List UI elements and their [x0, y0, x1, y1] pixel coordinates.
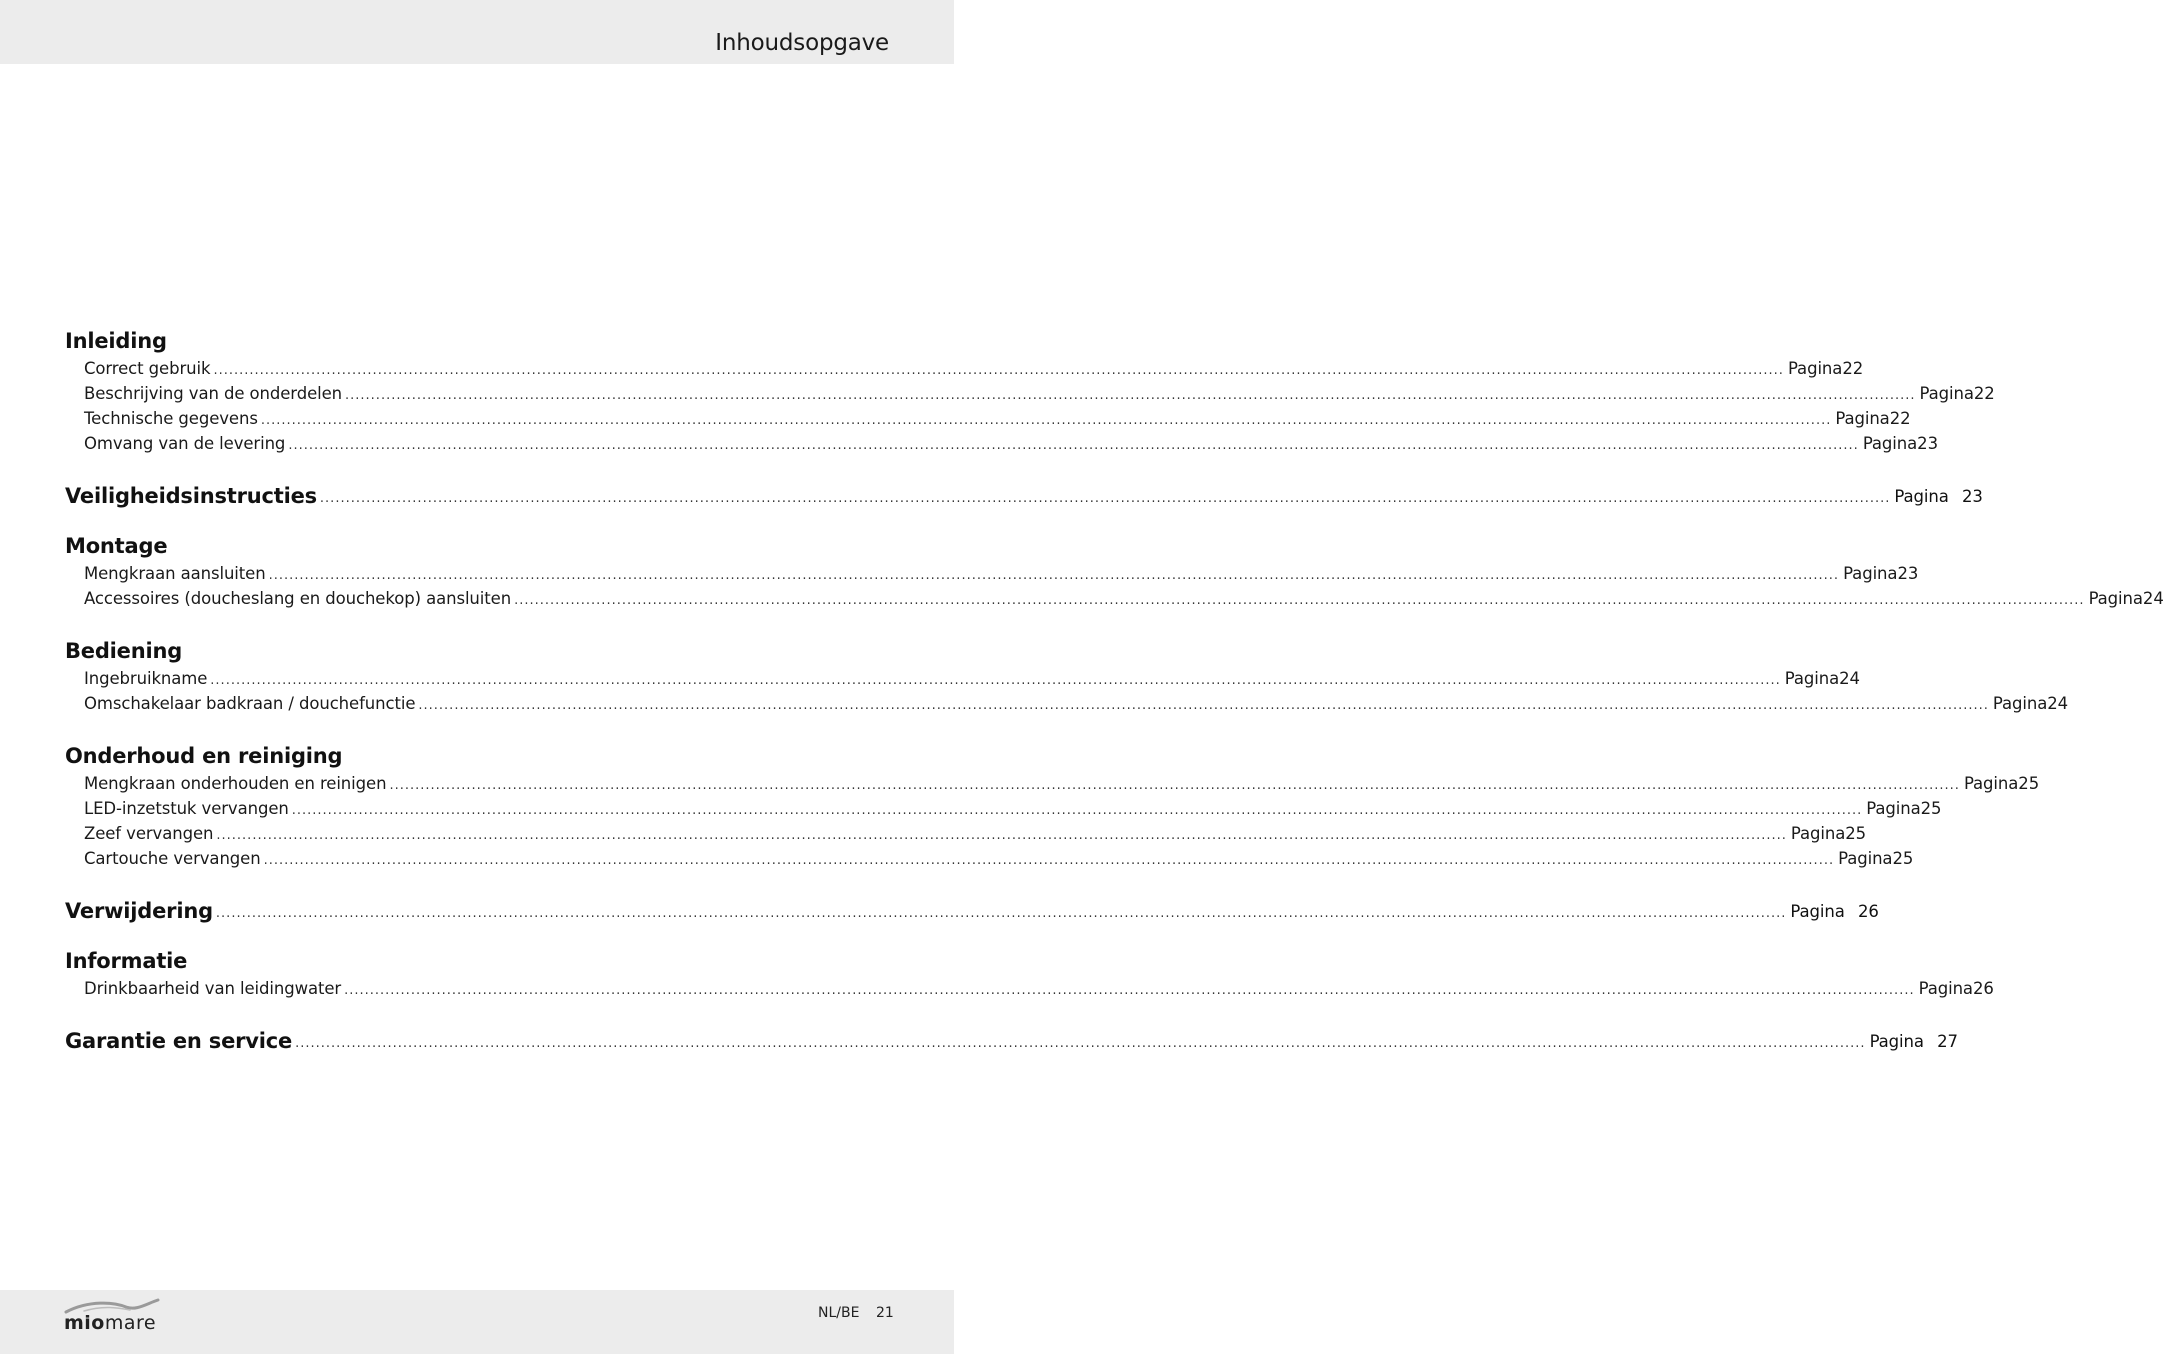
page-word: Pagina [1894, 487, 1949, 506]
toc-entry[interactable] [65, 381, 1995, 406]
footer-page-number: 21 [876, 1305, 894, 1321]
page-number: 22 [1842, 359, 1864, 378]
page-number: 23 [1917, 434, 1938, 453]
toc-entry[interactable] [65, 406, 1911, 431]
section-heading: Verwijdering [65, 899, 213, 923]
toc-entry[interactable] [65, 666, 1860, 691]
dot-leader [288, 433, 1859, 458]
dot-leader [269, 563, 1840, 588]
entry-label: Beschrijving van de onderdelen [84, 384, 343, 403]
page-word: Pagina [1992, 694, 2048, 713]
section-heading: Bediening [65, 639, 183, 663]
page-word: Pagina [2088, 589, 2143, 608]
page-number: 25 [2018, 774, 2040, 793]
page-number: 22 [1973, 384, 1995, 403]
page-number: 23 [1961, 487, 1983, 506]
toc-section-inleiding [65, 326, 1995, 456]
section-heading: Montage [65, 534, 168, 558]
section-heading: Garantie en service [65, 1029, 293, 1053]
page-number: 25 [1892, 849, 1914, 868]
entry-label: LED-inzetstuk vervangen [84, 799, 289, 818]
dot-leader [213, 358, 1784, 383]
toc-entry[interactable] [65, 846, 1914, 871]
entry-label: Omschakelaar badkraan / douchefunctie [84, 694, 416, 713]
page-word: Pagina [1790, 824, 1846, 843]
toc-entry[interactable] [65, 561, 1919, 586]
page-number: 26 [1857, 902, 1879, 921]
heading-page-ref [292, 1029, 1958, 1056]
section-heading-row [65, 1026, 1958, 1056]
page-word: Pagina [1963, 774, 2019, 793]
dot-leader [514, 588, 2085, 613]
heading-page-ref [317, 484, 1983, 511]
entry-label: Cartouche vervangen [84, 849, 261, 868]
logo-text [64, 1312, 156, 1334]
dot-leader [345, 383, 1916, 408]
entry-label: Ingebruikname [84, 669, 208, 688]
footer-language: NL/BE [818, 1305, 860, 1321]
dot-leader [210, 668, 1781, 693]
section-heading: Veiligheidsinstructies [65, 484, 317, 508]
page-number: 25 [1845, 824, 1867, 843]
dot-leader [320, 486, 1891, 511]
dot-leader [389, 773, 1960, 798]
logo-text-regular: mare [104, 1312, 157, 1334]
dot-leader [344, 978, 1915, 1003]
section-heading: Informatie [65, 949, 188, 973]
toc-entry[interactable] [65, 821, 1867, 846]
page-word: Pagina [1835, 409, 1890, 428]
section-heading-row [65, 481, 1983, 511]
entry-label: Correct gebruik [84, 359, 211, 378]
toc-entry[interactable] [65, 586, 2164, 611]
page-word: Pagina [1784, 669, 1840, 688]
dot-leader [216, 823, 1787, 848]
entry-label: Mengkraan onderhouden en reinigen [84, 774, 387, 793]
dot-leader [216, 901, 1787, 926]
toc-entry[interactable] [65, 356, 1864, 381]
section-heading: Inleiding [65, 329, 167, 353]
entry-label: Omvang van de levering [84, 434, 286, 453]
page-word: Pagina [1866, 799, 1921, 818]
toc-section-bediening [65, 636, 2069, 716]
page-word: Pagina [1869, 1032, 1924, 1051]
entry-label: Accessoires (doucheslang en douchekop) aansluiten [84, 589, 512, 608]
page-word: Pagina [1838, 849, 1893, 868]
toc-entry[interactable] [65, 691, 2069, 716]
page-word: Pagina [1787, 359, 1843, 378]
toc-section-informatie [65, 946, 1994, 1001]
toc-section-garantie[interactable] [65, 1026, 1958, 1056]
toc-entry[interactable] [65, 771, 2040, 796]
page-number: 24 [2142, 589, 2164, 608]
toc-entry[interactable] [65, 796, 1942, 821]
dot-leader [261, 408, 1832, 433]
page-word: Pagina [1918, 979, 1973, 998]
dot-leader [418, 693, 1989, 718]
toc-section-montage [65, 531, 2164, 611]
toc-section-verwijdering[interactable] [65, 896, 1879, 926]
page-number: 22 [1889, 409, 1911, 428]
page-number: 24 [2047, 694, 2069, 713]
entry-label: Zeef vervangen [84, 824, 214, 843]
section-heading-row [65, 896, 1879, 926]
toc-entry[interactable] [65, 976, 1994, 1001]
logo-text-bold: mio [64, 1312, 105, 1334]
heading-page-ref [213, 899, 1879, 926]
toc-entry[interactable] [65, 431, 1938, 456]
page-number: 24 [1839, 669, 1860, 688]
dot-leader [264, 848, 1835, 873]
page-number: 27 [1937, 1032, 1958, 1051]
toc-section-onderhoud [65, 741, 2040, 871]
dot-leader [295, 1031, 1866, 1056]
miomare-logo [64, 1296, 164, 1336]
page-word: Pagina [1862, 434, 1918, 453]
section-heading: Onderhoud en reiniging [65, 744, 343, 768]
entry-label: Drinkbaarheid van leidingwater [84, 979, 342, 998]
page-number: 25 [1920, 799, 1942, 818]
table-of-contents [65, 326, 2164, 1056]
page-word: Pagina [1843, 564, 1898, 583]
toc-section-veiligheidsinstructies[interactable] [65, 481, 1983, 511]
dot-leader [292, 798, 1863, 823]
entry-label: Mengkraan aansluiten [84, 564, 266, 583]
page-title: Inhoudsopgave [715, 30, 889, 56]
page-number: 23 [1897, 564, 1919, 583]
page-number: 26 [1972, 979, 1994, 998]
page-word: Pagina [1919, 384, 1974, 403]
page-word: Pagina [1790, 902, 1845, 921]
entry-label: Technische gegevens [84, 409, 258, 428]
